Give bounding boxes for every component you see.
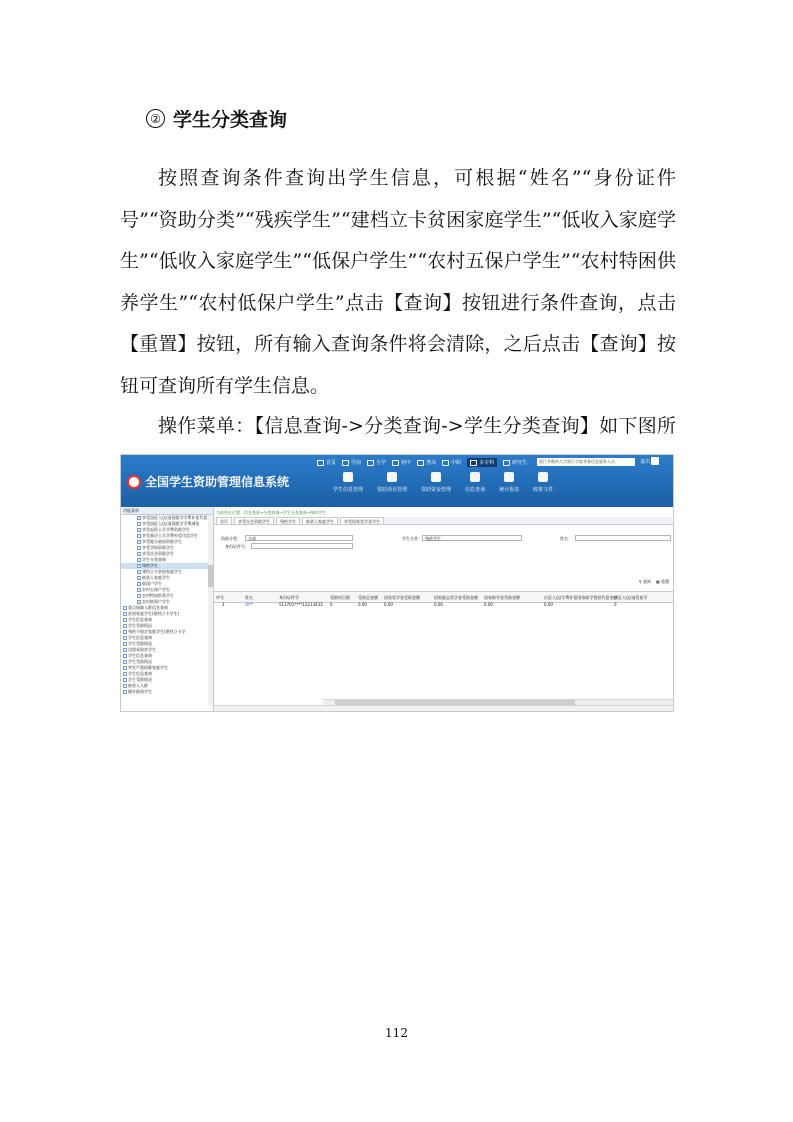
sidebar-header: 功能菜单 [121, 507, 213, 515]
tree-node-icon [123, 642, 127, 646]
menu-tree [121, 515, 213, 695]
column-header[interactable]: 国家助学金受助金额 [484, 595, 520, 600]
tree-node-icon [137, 528, 141, 532]
close-icon[interactable] [651, 457, 659, 465]
stage-nav-label: 小学 [376, 460, 387, 466]
table-cell: 513701****12213433 [279, 602, 323, 607]
description-paragraph: 按照查询条件查询出学生信息，可根据“姓名”“身份证件号”“资助分类”“残疾学生”“建档立卡贫困家庭学生”“低收入家庭学生”“低收入家庭学生”“低保户学生”“农村五保户学生”“农村特困供养学生”“农村低保户学生”点击【查询】按钮进行条件查询，点击【重置】按钮，所有输入查询条件将会清除，之后点击【查询】按钮可查询所有学生信息。 [120, 167, 676, 397]
tree-node-icon [123, 690, 127, 694]
sidebar-item-label: 学生受助情况 [128, 659, 152, 664]
app-logo [127, 473, 289, 490]
stage-icon [317, 460, 324, 466]
sidebar-item-label: 享受国征入伍/退役服学学费减免 [142, 521, 200, 526]
column-header[interactable]: 受助项目数 [330, 595, 350, 600]
table-cell: 1 [222, 602, 225, 607]
stage-icon [342, 460, 349, 466]
module-nav-item[interactable] [465, 472, 485, 493]
sidebar-item-label: 低收入人群 [128, 683, 148, 688]
stage-nav-item[interactable] [417, 459, 436, 466]
tree-node-icon [137, 522, 141, 526]
stage-nav-label: 普高 [426, 460, 437, 466]
tree-node-icon [137, 594, 141, 598]
tab[interactable]: 享受社会资助学生 [234, 517, 274, 524]
sidebar-item-label: 低保户学生 [142, 581, 162, 586]
tree-node-icon [137, 540, 141, 544]
id-input[interactable] [251, 543, 353, 549]
module-icon [431, 472, 441, 482]
module-label: 学生信息管理 [333, 487, 364, 493]
sidebar-item-label: 学生信息查询 [128, 635, 152, 640]
sidebar-item-label: 突发严重困难家庭学生 [128, 665, 168, 670]
module-icon [538, 472, 548, 482]
column-header[interactable]: 受助总金额 [358, 595, 378, 600]
module-nav-item[interactable] [421, 472, 451, 493]
column-header[interactable]: 应征入伍/退役复学 [614, 595, 648, 600]
page-number: 112 [385, 1026, 408, 1040]
breadcrumb: 当前所在位置：信息查询→分类查询→学生分类查询→残疾学生 [216, 510, 327, 515]
name-input[interactable] [575, 535, 671, 541]
sidebar-item-label: 享受退役士兵学费资助学生 [142, 527, 190, 532]
stage-nav-item[interactable] [342, 459, 361, 466]
main-panel [214, 507, 673, 711]
stage-nav-item[interactable] [442, 459, 461, 466]
query-button[interactable]: ⚲ 查询 [638, 579, 651, 584]
app-header [121, 455, 673, 507]
module-label: 资助资金管理 [421, 487, 452, 493]
category-field[interactable]: 残疾学生 [422, 535, 522, 541]
tab-bar [214, 517, 673, 525]
table-cell: 0 [330, 602, 333, 607]
stage-nav-label: 中职 [451, 460, 462, 466]
tree-node-icon [137, 600, 141, 604]
sidebar-item-label: 农村特困供养学生 [142, 593, 174, 598]
module-label: 资助项目管理 [377, 487, 408, 493]
sidebar-scroll-thumb[interactable] [208, 565, 213, 587]
stage-icon [503, 460, 510, 466]
sidebar-item[interactable] [121, 689, 213, 695]
module-nav-item[interactable] [533, 472, 553, 493]
tree-node-icon [123, 678, 127, 682]
section-heading [146, 105, 287, 132]
tree-node-icon [123, 672, 127, 676]
column-header[interactable]: 身份证件号 [279, 595, 299, 600]
heading-number: ② [146, 109, 165, 128]
stage-nav [317, 458, 527, 467]
stage-nav-label: 研究生 [512, 460, 528, 466]
sidebar-scrollbar[interactable] [208, 515, 213, 705]
column-header[interactable]: 应征入伍/学费补偿国家助学贷款代偿金额 [544, 595, 618, 600]
sidebar-item-label: 学生分类查询 [142, 557, 166, 562]
tree-node-icon [123, 612, 127, 616]
module-label: 统计报表 [499, 487, 520, 493]
stage-nav-label: 初中 [401, 460, 412, 466]
module-icon [387, 472, 397, 482]
table-cell: 0.00 [544, 602, 553, 607]
sidebar-item-label: 残疾学生 [142, 563, 158, 568]
heading-text: 学生分类查询 [173, 109, 288, 131]
sidebar-item-label: 学生信息查询 [128, 653, 152, 658]
module-label: 政策文件 [533, 487, 554, 493]
stage-icon [470, 460, 477, 466]
table-cell: 0.00 [434, 602, 443, 607]
sidebar-item-label: 贫困家庭学生(建档立卡学生) [128, 611, 180, 616]
sidebar-item-label: 低收入家庭学生 [142, 575, 170, 580]
module-nav-item[interactable] [333, 472, 363, 493]
logout-link[interactable]: 退出 [640, 459, 651, 465]
sidebar-item-label: 享受地方政府资助学生 [142, 539, 182, 544]
sidebar [121, 507, 214, 711]
stage-nav-label: 学前 [351, 460, 362, 466]
column-header[interactable]: 国家励志奖学金受助金额 [434, 595, 478, 600]
column-header[interactable]: 序号 [216, 595, 224, 600]
stage-nav-item[interactable] [503, 459, 527, 466]
sidebar-item-label: 学生受助情况 [128, 641, 152, 646]
sidebar-item-label: 学生信息查询 [128, 617, 152, 622]
id-label: 身份证件号： [225, 544, 249, 549]
tree-node-icon [123, 660, 127, 664]
stage-icon [417, 460, 424, 466]
module-icon [343, 472, 353, 482]
sidebar-item-label: 学生信息查询 [128, 671, 152, 676]
sidebar-item-label: 重点保障人群信息查询 [128, 605, 168, 610]
search-icon: ⚲ [638, 579, 642, 584]
tree-node-icon [137, 576, 141, 580]
module-nav-item[interactable] [499, 472, 519, 493]
reset-icon: ▦ [655, 579, 660, 584]
tree-node-icon [123, 636, 127, 640]
reset-button[interactable]: ▦ 重置 [655, 579, 669, 584]
module-nav [333, 472, 553, 493]
stage-nav-item[interactable] [367, 459, 386, 466]
stage-icon [367, 460, 374, 466]
category-label: 学生分类： [402, 536, 422, 541]
module-nav-item[interactable] [377, 472, 407, 493]
stage-icon [442, 460, 449, 466]
tab[interactable]: 低收入家庭学生 [302, 517, 338, 524]
menu-path-paragraph: 操作菜单：【信息查询->分类查询->学生分类查询】如下图所 [158, 415, 676, 437]
table-cell: 0.00 [484, 602, 493, 607]
name-label: 姓名： [560, 536, 572, 541]
sidebar-item-label: 学生受助情况 [128, 677, 152, 682]
stage-icon [392, 460, 399, 466]
funding-label: 资助分类： [221, 536, 241, 541]
tree-node-icon [137, 552, 141, 556]
emblem-icon [127, 475, 141, 489]
stage-nav-item[interactable] [392, 459, 411, 466]
tree-node-icon [137, 516, 141, 520]
tree-node-icon [123, 666, 127, 670]
tree-node-icon [137, 546, 141, 550]
sidebar-item-label: 农村低保户学生 [142, 599, 170, 604]
tree-node-icon [123, 630, 127, 634]
sidebar-item-label: 农村五保户学生 [142, 587, 170, 592]
table-cell: 0.00 [384, 602, 393, 607]
sidebar-item-label: 城乡低保学生 [128, 689, 152, 694]
tree-node-icon [123, 648, 127, 652]
tree-node-icon [137, 558, 141, 562]
funding-select[interactable]: 全部 [245, 535, 353, 541]
tab[interactable]: 首页 [216, 517, 232, 524]
table-cell: 0 [614, 602, 617, 607]
column-header[interactable]: 国家奖学金受助金额 [384, 595, 420, 600]
screenshot-figure [120, 454, 674, 712]
tree-node-icon [137, 588, 141, 592]
tab[interactable]: 享受国家奖学金学生 [340, 517, 384, 524]
stage-nav-label: 首页 [326, 460, 337, 466]
table-cell: 0.00 [358, 602, 367, 607]
stage-nav-item[interactable] [317, 459, 336, 466]
tree-node-icon [137, 570, 141, 574]
sidebar-item-label: 享受社会资助学生 [142, 551, 174, 556]
sidebar-item-label: 享受学校资助学生 [142, 545, 174, 550]
tree-node-icon [137, 564, 141, 568]
tree-node-icon [123, 606, 127, 610]
pagination-bar [214, 705, 673, 712]
tree-node-icon [123, 684, 127, 688]
action-buttons [639, 579, 669, 585]
module-label: 信息查询 [465, 487, 486, 493]
sidebar-item-label: 学生受助情况 [128, 623, 152, 628]
tree-node-icon [137, 582, 141, 586]
module-icon [470, 472, 480, 482]
tree-node-icon [137, 534, 141, 538]
stage-nav-label: 本专科 [479, 460, 495, 466]
module-icon [504, 472, 514, 482]
table-cell: 周** [245, 602, 253, 607]
table-row[interactable] [214, 601, 673, 609]
sidebar-item-label: 享受国征入伍/退役服学学费补偿代偿 [142, 515, 208, 520]
column-header[interactable]: 姓名 [245, 595, 253, 600]
sidebar-item-label: 享受基层士兵学费补偿代偿学生 [142, 533, 198, 538]
sidebar-item-label: 建档立卡贫困家庭学生 [142, 569, 182, 574]
app-title: 全国学生资助管理信息系统 [145, 475, 290, 489]
query-form [214, 531, 673, 561]
tree-node-icon [123, 618, 127, 622]
sidebar-item-label: 残疾不稳定家庭学生(建档立卡学 [128, 629, 186, 634]
tree-node-icon [123, 654, 127, 658]
sidebar-item-label: 边缘易致贫学生 [128, 647, 156, 652]
tree-node-icon [123, 624, 127, 628]
stage-nav-item[interactable] [467, 458, 497, 467]
tab[interactable]: 残疾学生 [276, 517, 300, 524]
org-search-input[interactable]: 浙江华数药大学浙江学院李务信息服务人员 [537, 458, 635, 466]
